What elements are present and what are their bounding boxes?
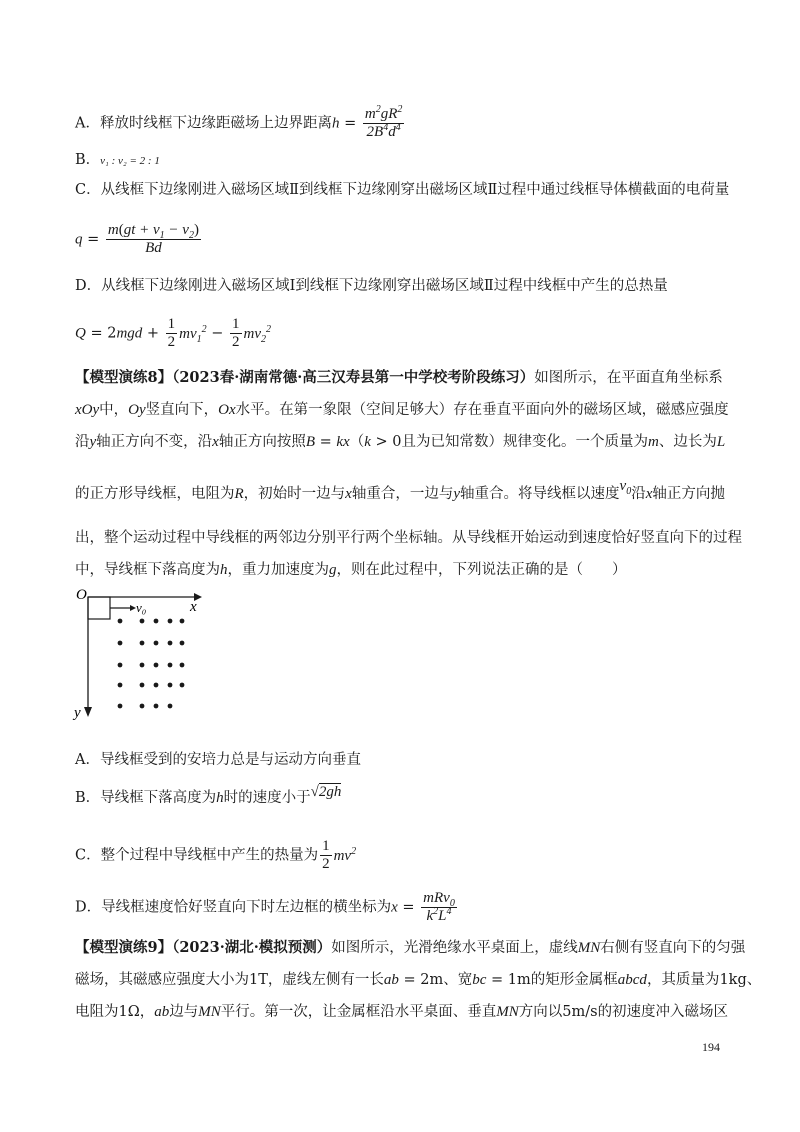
option-d-prev: D．从线框下边缘刚进入磁场区域Ⅰ到线框下边缘刚穿出磁场区域Ⅱ过程中线框中产生的总热量 <box>75 278 668 294</box>
q8-option-d: D．导线框速度恰好竖直向下时左边框的横坐标为x = $\frac{mRv_0}{k^2L^4}$ <box>75 890 455 924</box>
y-axis-arrow <box>84 707 92 717</box>
option-c-prev: C．从线框下边缘刚进入磁场区域Ⅱ到线框下边缘刚穿出磁场区域Ⅱ过程中通过线框导体横截面的电荷量 <box>75 182 730 198</box>
formula-q: q = $\frac{m(gt + v_1 - v_2)}{Bd}$ <box>75 222 199 256</box>
y-axis-label: y <box>74 705 81 721</box>
formula-Q: Q = 2mgd + $\frac{1}{2}$ $mv_1^2$ − $\frac{1}{2}$ $mv_2^2$ <box>75 316 272 350</box>
q8-line3: 沿y轴正方向不变，沿x轴正方向按照B = kx（k > 0且为已知常数）规律变化。一个质量为m、边长为L <box>75 434 726 450</box>
q8-option-b: B．导线框下落高度为h时的速度小于√2gh <box>75 784 342 806</box>
wire-frame <box>88 597 110 619</box>
option-a-prev: A．释放时线框下边缘距磁场上边界距离h = $\frac{m^2gR^2}{2B^4d^4}$ <box>75 104 403 140</box>
formula-h: $\frac{m^2gR^2}{2B^4d^4}$ <box>364 104 403 140</box>
q9-line3: 电阻为1Ω，ab边与MN平行。第一次，让金属框沿水平桌面、垂直MN方向以5m/s的初速度冲入磁场区 <box>75 1004 729 1020</box>
q8-line6: 中，导线框下落高度为h，重力加速度为g，则在此过程中，下列说法正确的是（ ） <box>75 562 627 578</box>
q8-line4: 的正方形导线框，电阻为R，初始时一边与x轴重合，一边与y轴重合。将导线框以速度$v_0$沿x轴正方向抛 <box>75 478 725 502</box>
q9-line2: 磁场，其磁感应强度大小为1T，虚线左侧有一长ab = 2m、宽bc = 1m的矩形金属框abcd，其质量为1kg、 <box>75 972 762 988</box>
x-axis-label: x <box>190 599 197 615</box>
q8-option-c: C．整个过程中导线框中产生的热量为 $\frac{1}{2}$ $mv^2$ <box>75 838 357 872</box>
option-b-prev: B．v₁ : v₂ = 2 : 1 <box>75 152 160 168</box>
velocity-label: v₀ <box>136 600 147 615</box>
magnetic-field-figure <box>70 585 210 725</box>
q8-line1: 【模型演练8】（2023春·湖南常德·高三汉寿县第一中学校考阶段练习）如图所示，在平面直角坐标系 <box>75 369 723 386</box>
page-number: 194 <box>702 1040 720 1054</box>
field-dots <box>118 619 185 709</box>
q8-option-a: A．导线框受到的安培力总是与运动方向垂直 <box>75 752 361 768</box>
q8-line2: xOy中，Oy竖直向下，Ox水平。在第一象限（空间足够大）存在垂直平面向外的磁场区域，磁感应强度 <box>75 402 729 418</box>
q9-line1: 【模型演练9】（2023·湖北·模拟预测）如图所示，光滑绝缘水平桌面上，虚线MN右侧有竖直向下的匀强 <box>75 939 746 956</box>
q8-line5: 出，整个运动过程中导线框的两邻边分别平行两个坐标轴。从导线框开始运动到速度恰好竖直向下的过程 <box>75 530 742 546</box>
origin-label: O <box>76 587 87 603</box>
